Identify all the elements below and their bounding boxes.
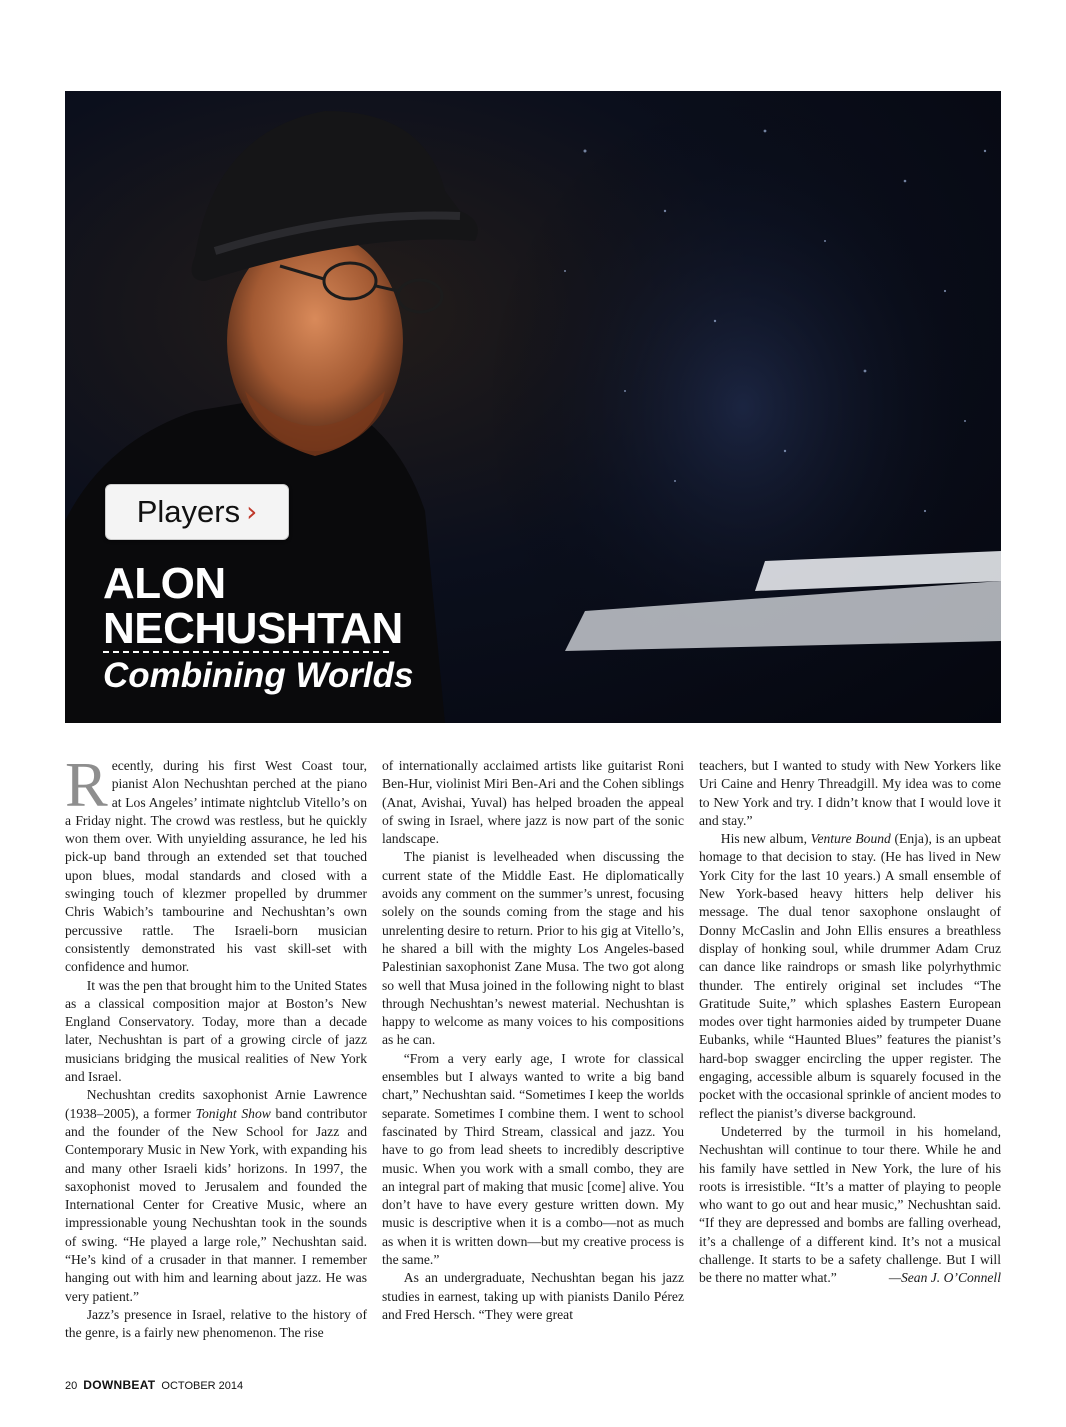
section-tag-label: Players — [136, 494, 241, 529]
page-footer — [65, 1378, 243, 1392]
album-title: Venture Bound — [810, 831, 891, 847]
author-byline: —Sean J. O’Connell — [888, 1270, 1001, 1286]
drop-cap: R — [65, 749, 108, 820]
paragraph-text: Nechushtan credits saxophonist Arnie Lawrence (1938–2005), a former — [65, 1087, 367, 1121]
paragraph: It was the pen that brought him to the United States as a classical composition major at Boston’s New England Conservatory. Today, more than a decade later, Nechushtan is part of a growing circle of jazz musicians bridging the musical realities of New York and Israel. — [65, 977, 367, 1085]
paragraph — [65, 1086, 367, 1306]
paragraph-text: Undeterred by the turmoil in his homeland, Nechushtan will continue to tour there. While he and his family have settled in New York, the lure of his roots is irresistible. “It’s a matter of playing to people who want to go out and hear music,” Nechushtan said. “If they are depressed and bombs are falling overhead, it’s a challenge of a different kind. It’s not a musical challenge. It starts to be a safety challenge. But I will be there no matter what.” — [699, 1123, 1001, 1286]
headline-line-1: ALON — [103, 559, 226, 608]
magazine-name: DOWNBEAT — [83, 1378, 156, 1392]
paragraph: As an undergraduate, Nechushtan began his jazz studies in earnest, taking up with pianists Danilo Pérez and Fred Hersch. “They were great — [382, 1270, 684, 1322]
paragraph: teachers, but I wanted to study with New Yorkers like Uri Caine and Henry Threadgill. My idea was to come to New York and try. I didn’t know that I would love it and stay.” — [699, 758, 1001, 828]
article-column-3 — [699, 757, 1001, 1288]
hero-photo-section — [65, 91, 1001, 723]
paragraph — [699, 830, 1001, 1123]
paragraph-text: band contributor and the founder of the New School for Jazz and Contemporary Music in New York, with expanding his and many other Israeli kids’ horizons. In 1997, the saxophonist moved to Jerusalem and founded the International Center for Creative Music, where an impressionable young Nechushtan took in the sounds of swing. “He played a large role,” Nechushtan said. “He’s kind of a crusader in that manner. I remember hanging out with him and learning about jazz. He was very patient.” — [65, 1105, 368, 1304]
section-tag-players — [105, 484, 289, 540]
paragraph-text: (Enja), is an upbeat homage to that decision to stay. (He has lived in New York City for the last 10 years.) A small ensemble of New York-based heavy hitters help deliver his message. The dual tenor saxophone onslaught of Donny McCaslin and John Ellis ensures a breathless display of honking soul, while drummer Adam Cruz can dance like raindrops or smash like polyrhythmic thunder. The entirely original set includes “The Gratitude Suite,” which splashes Eastern European modes over tight harmonies aided by trumpeter Duane Eubanks, while “Haunted Blues” features the pianist’s hard-bop swagger encircling the upper register. The engaging, accessible album is squarely focused in the pocket with the occasional sprinkle of ancient modes to reflect the pianist’s diverse background. — [699, 831, 1001, 1121]
paragraph: of internationally acclaimed artists like guitarist Roni Ben-Hur, violinist Miri Ben-Ari and the Cohen siblings (Anat, Avishai, Yuval) has helped broaden the appeal of swing in Israel, where jazz is now part of the sonic landscape. — [382, 758, 684, 847]
chevron-right-icon: › — [246, 494, 258, 528]
issue-date: OCTOBER 2014 — [161, 1380, 244, 1392]
paragraph — [699, 1123, 1001, 1288]
paragraph — [65, 749, 367, 977]
article-headline — [103, 561, 403, 651]
article-column-2 — [382, 757, 684, 1324]
page-number: 20 — [65, 1380, 78, 1392]
headline-line-2: NECHUSHTAN — [103, 604, 403, 653]
article-column-1 — [65, 749, 368, 1343]
paragraph: “From a very early age, I wrote for classical ensembles but I always wanted to write a big band chart,” Nechushtan said. “Sometimes I keep the worlds separate. Sometimes I combine them. I went to school fascinated by Third Stream, classical and jazz. You have to go from lead sheets to incredibly descriptive music. When you work with a small combo, they are an integral part of making that music [come] alive. You don’t have to have every gesture written down. My music is descriptive when it is a combo—not as much as when it is written down—but my creative process is the same.” — [382, 1050, 684, 1268]
paragraph-text: ecently, during his first West Coast tour, pianist Alon Nechushtan perched at the piano at Los Angeles’ intimate nightclub Vitello’s on a Friday night. The crowd was restless, but he quickly won them over. With unyielding assurance, he led his pick-up band through an extended set that touched upon blues, modal standards and closed with a swinging touch of klezmer propelled by drummer Chris Wabich’s tambourine and Nechushtan’s own percussive rattle. The Israeli-born musician consistently demonstrated his vast skill-set with confidence and humor. — [65, 758, 367, 975]
paragraph: Jazz’s presence in Israel, relative to the history of the genre, is a fairly new phenomenon. The rise — [65, 1306, 367, 1341]
headline-divider — [103, 651, 389, 653]
show-title: Tonight Show — [195, 1105, 271, 1121]
paragraph-text: His new album, — [720, 831, 811, 847]
article-subtitle: Combining Worlds — [103, 656, 414, 695]
paragraph: The pianist is levelheaded when discussing the current state of the Middle East. He diplomatically avoids any comment on the summer’s unrest, focusing solely on the sounds coming from the stage and his unrelenting desire to return. Prior to his gig at Vitello’s, he shared a bill with the mighty Los Angeles-based Palestinian saxophonist Zane Musa. The two got along so well that Musa joined in the following night to blast through Nechushtan’s newest material. Nechushtan is happy to welcome as many voices to his compositions as he can. — [382, 849, 684, 1048]
